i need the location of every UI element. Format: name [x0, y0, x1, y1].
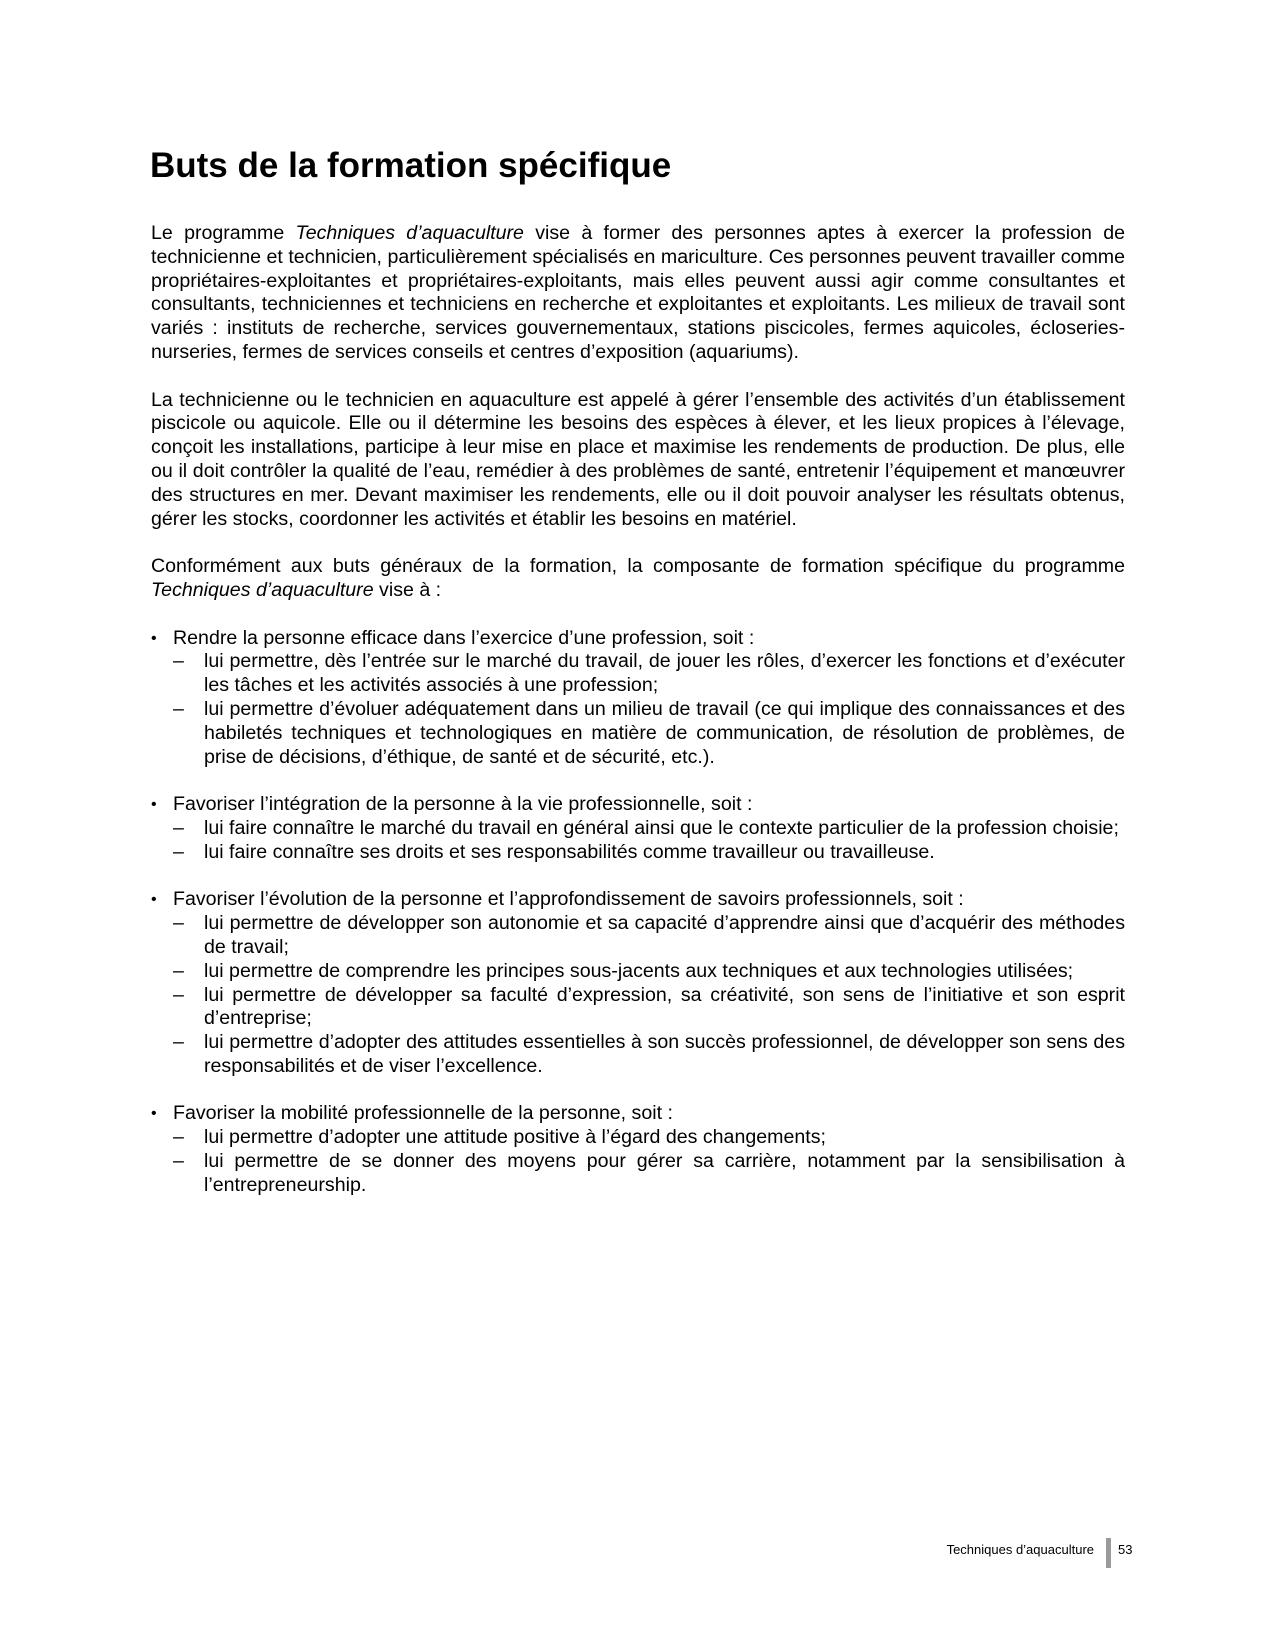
goal-subitem — [151, 841, 1125, 865]
goal-item — [151, 793, 1125, 864]
goal-label: Favoriser l’évolution de la personne et l’approfondissement de savoirs professionnels, soit : — [173, 888, 964, 911]
goal-item — [151, 888, 1125, 1078]
bullet-icon: • — [151, 796, 157, 814]
footer-divider-bar — [1106, 1538, 1111, 1568]
bullet-icon: • — [151, 891, 157, 909]
goal-subitem-text: lui faire connaître le marché du travail en général ainsi que le contexte particulier de la profession choisie; — [204, 816, 1119, 839]
goal-label: Rendre la personne efficace dans l’exercice d’une profession, soit : — [173, 626, 755, 649]
bullet-icon: • — [151, 629, 157, 647]
intro-paragraph-3 — [151, 555, 1125, 603]
goal-subitem-text: lui permettre d’adopter une attitude positive à l’égard des changements; — [204, 1126, 826, 1149]
goal-subitem-text: lui faire connaître ses droits et ses responsabilités comme travailleur ou travailleuse. — [204, 840, 935, 863]
goal-subitem — [151, 1150, 1125, 1198]
text-span: Conformément aux buts généraux de la formation, la composante de formation spécifique du programme — [151, 555, 1125, 578]
dash-icon: – — [173, 650, 184, 673]
intro-paragraph-2: La technicienne ou le technicien en aquaculture est appelé à gérer l’ensemble des activités d’un établissement piscicole ou aquicole. Elle ou il détermine les besoins des espèces à élever, et les lieux propices à l’élevage, conçoit les installations, participe à leur mise en place et maximise les rendements de production. De plus, elle ou il doit contrôler la qualité de l’eau, remédier à des problèmes de santé, entretenir l’équipement et manœuvrer des structures en mer. Devant maximiser les rendements, elle ou il doit pouvoir analyser les résultats obtenus, gérer les stocks, coordonner les activités et établir les besoins en matériel. — [151, 388, 1125, 530]
goal-label: Favoriser la mobilité professionnelle de la personne, soit : — [173, 1102, 673, 1125]
goal-subitem — [151, 1126, 1125, 1150]
goal-sublist — [173, 1126, 1125, 1197]
dash-icon: – — [173, 1126, 184, 1149]
dash-icon: – — [173, 983, 184, 1006]
text-span: vise à former des personnes aptes à exercer la profession de technicienne et technicien, particulièrement spécialisés en mariculture. Ces personnes peuvent travailler comme propriétaires-exploitantes et propriétaires-exploitants, mais elles peuvent aussi agir comme consultantes et consultants, techniciennes et techniciens en recherche et exploitantes et exploitants. Les milieux de travail sont variés : instituts de recherche, services gouvernementaux, stations piscicoles, fermes aquicoles, écloseries-nurseries, fermes de services conseils et centres d’exposition (aquariums). — [151, 222, 1125, 363]
goal-sublist — [173, 650, 1125, 769]
goal-item — [151, 627, 1125, 770]
goal-item — [151, 1102, 1125, 1197]
goal-list — [151, 793, 1125, 864]
goal-label: Favoriser l’intégration de la personne à la vie professionnelle, soit : — [173, 793, 753, 816]
page-title: Buts de la formation spécifique — [150, 146, 672, 185]
goal-subitem — [151, 960, 1125, 984]
text-span: Le programme — [151, 222, 296, 244]
document-body — [151, 222, 1125, 1221]
goal-subitem-text: lui permettre de se donner des moyens pour gérer sa carrière, notamment par la sensibilisation à l’entrepreneurship. — [204, 1150, 1125, 1196]
footer-program-name: Techniques d’aquaculture — [946, 1542, 1094, 1557]
program-name-italic: Techniques d’aquaculture — [151, 578, 374, 601]
dash-icon: – — [173, 840, 184, 863]
dash-icon: – — [173, 959, 184, 982]
text-span: vise à : — [373, 578, 442, 601]
goal-subitem-text: lui permettre de développer son autonomie et sa capacité d’apprendre ainsi que d’acquérir des méthodes de travail; — [204, 912, 1125, 958]
program-name-italic: Techniques d’aquaculture — [295, 222, 524, 244]
dash-icon: – — [173, 697, 184, 720]
bullet-icon: • — [151, 1105, 157, 1123]
goal-list — [151, 1102, 1125, 1197]
dash-icon: – — [173, 816, 184, 839]
page-number: 53 — [1118, 1542, 1133, 1557]
goal-subitem — [151, 817, 1125, 841]
goal-list — [151, 627, 1125, 770]
goal-subitem-text: lui permettre de comprendre les principes sous-jacents aux techniques et aux technologies utilisées; — [204, 959, 1074, 982]
goal-subitem-text: lui permettre d’évoluer adéquatement dans un milieu de travail (ce qui implique des connaissances et des habiletés techniques et technologiques en matière de communication, de résolution de problèmes, de prise de décisions, d’éthique, de santé et de sécurité, etc.). — [204, 697, 1125, 768]
goal-subitem-text: lui permettre de développer sa faculté d’expression, sa créativité, son sens de l’initiative et son esprit d’entreprise; — [204, 983, 1125, 1030]
goal-subitem-text: lui permettre d’adopter des attitudes essentielles à son succès professionnel, de développer son sens des responsabilités et de viser l’excellence. — [204, 1031, 1125, 1077]
goal-subitem-text: lui permettre, dès l’entrée sur le marché du travail, de jouer les rôles, d’exercer les fonctions et d’exécuter les tâches et les activités associés à une profession; — [204, 650, 1125, 697]
goals-list — [151, 627, 1125, 1198]
dash-icon: – — [173, 912, 184, 935]
goal-subitem — [151, 650, 1125, 698]
goal-sublist — [173, 817, 1125, 865]
goal-list — [151, 888, 1125, 1078]
goal-subitem — [151, 698, 1125, 769]
intro-paragraph-1 — [151, 222, 1125, 365]
dash-icon: – — [173, 1031, 184, 1054]
goal-subitem — [151, 1031, 1125, 1079]
goal-sublist — [173, 912, 1125, 1079]
goal-subitem — [151, 912, 1125, 960]
dash-icon: – — [173, 1150, 184, 1173]
goal-subitem — [151, 984, 1125, 1032]
